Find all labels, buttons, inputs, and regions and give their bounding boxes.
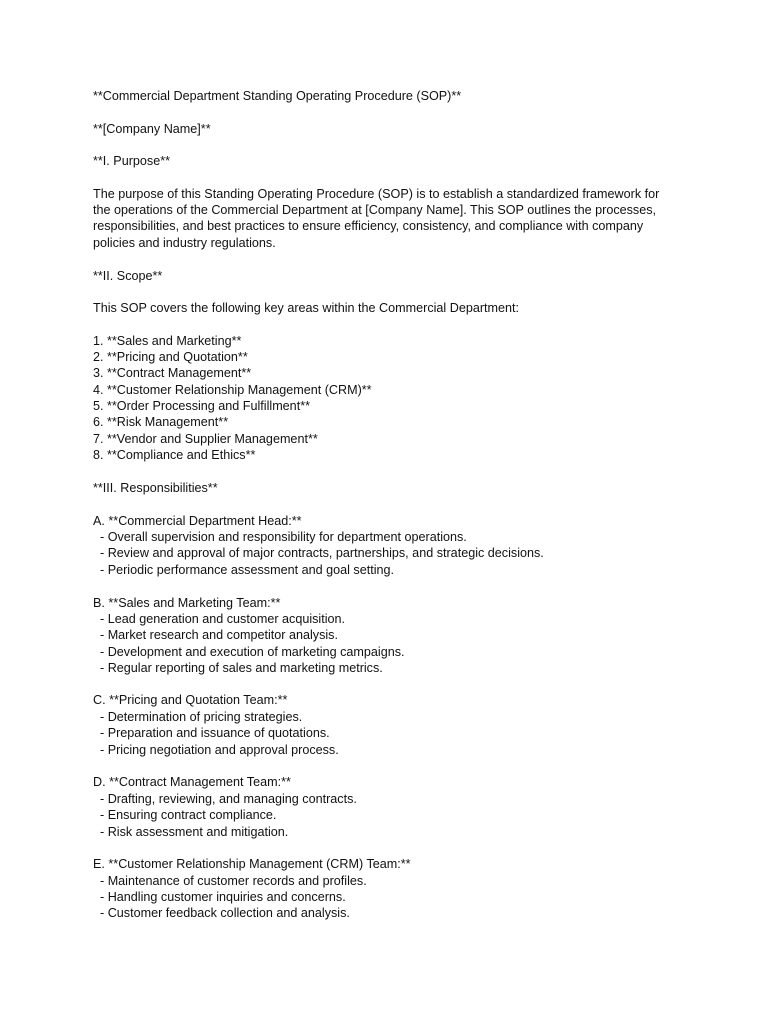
responsibility-section-title: D. **Contract Management Team:** <box>93 775 291 789</box>
scope-item: 2. **Pricing and Quotation** <box>93 350 248 364</box>
scope-item: 7. **Vendor and Supplier Management** <box>93 432 318 446</box>
responsibilities-heading: **III. Responsibilities** <box>93 481 218 495</box>
responsibility-section-title: B. **Sales and Marketing Team:** <box>93 596 281 610</box>
scope-item: 3. **Contract Management** <box>93 366 252 380</box>
purpose-line: policies and industry regulations. <box>93 236 276 250</box>
responsibility-bullet: - Preparation and issuance of quotations. <box>93 726 330 740</box>
responsibility-bullet: - Pricing negotiation and approval process. <box>93 743 339 757</box>
responsibility-bullet: - Market research and competitor analysis. <box>93 628 338 642</box>
responsibility-section-title: C. **Pricing and Quotation Team:** <box>93 693 288 707</box>
responsibility-bullet: - Drafting, reviewing, and managing contracts. <box>93 792 357 806</box>
responsibility-bullet: - Ensuring contract compliance. <box>93 808 277 822</box>
responsibility-bullet: - Review and approval of major contracts, partnerships, and strategic decisions. <box>93 546 544 560</box>
responsibility-bullet: - Periodic performance assessment and goal setting. <box>93 563 395 577</box>
scope-item: 5. **Order Processing and Fulfillment** <box>93 399 310 413</box>
scope-item: 8. **Compliance and Ethics** <box>93 448 256 462</box>
responsibility-bullet: - Maintenance of customer records and profiles. <box>93 874 367 888</box>
scope-item: 6. **Risk Management** <box>93 415 229 429</box>
responsibility-section-title: E. **Customer Relationship Management (CRM) Team:** <box>93 857 411 871</box>
scope-item: 1. **Sales and Marketing** <box>93 334 242 348</box>
purpose-heading: **I. Purpose** <box>93 154 171 168</box>
company-name: **[Company Name]** <box>93 122 211 136</box>
purpose-line: responsibilities, and best practices to ensure efficiency, consistency, and compliance with company <box>93 219 644 233</box>
scope-intro: This SOP covers the following key areas within the Commercial Department: <box>93 301 520 315</box>
responsibility-section-title: A. **Commercial Department Head:** <box>93 514 302 528</box>
purpose-line: The purpose of this Standing Operating Procedure (SOP) is to establish a standardized framework for <box>93 187 660 201</box>
scope-item: 4. **Customer Relationship Management (CRM)** <box>93 383 372 397</box>
responsibility-bullet: - Development and execution of marketing campaigns. <box>93 645 405 659</box>
responsibility-bullet: - Handling customer inquiries and concerns. <box>93 890 346 904</box>
document-title: **Commercial Department Standing Operating Procedure (SOP)** <box>93 89 462 103</box>
responsibility-bullet: - Risk assessment and mitigation. <box>93 825 289 839</box>
scope-heading: **II. Scope** <box>93 269 163 283</box>
responsibility-bullet: - Overall supervision and responsibility for department operations. <box>93 530 467 544</box>
responsibility-bullet: - Regular reporting of sales and marketing metrics. <box>93 661 383 675</box>
responsibility-bullet: - Lead generation and customer acquisition. <box>93 612 346 626</box>
responsibility-bullet: - Determination of pricing strategies. <box>93 710 303 724</box>
responsibility-bullet: - Customer feedback collection and analysis. <box>93 906 350 920</box>
purpose-line: the operations of the Commercial Department at [Company Name]. This SOP outlines the processes, <box>93 203 657 217</box>
